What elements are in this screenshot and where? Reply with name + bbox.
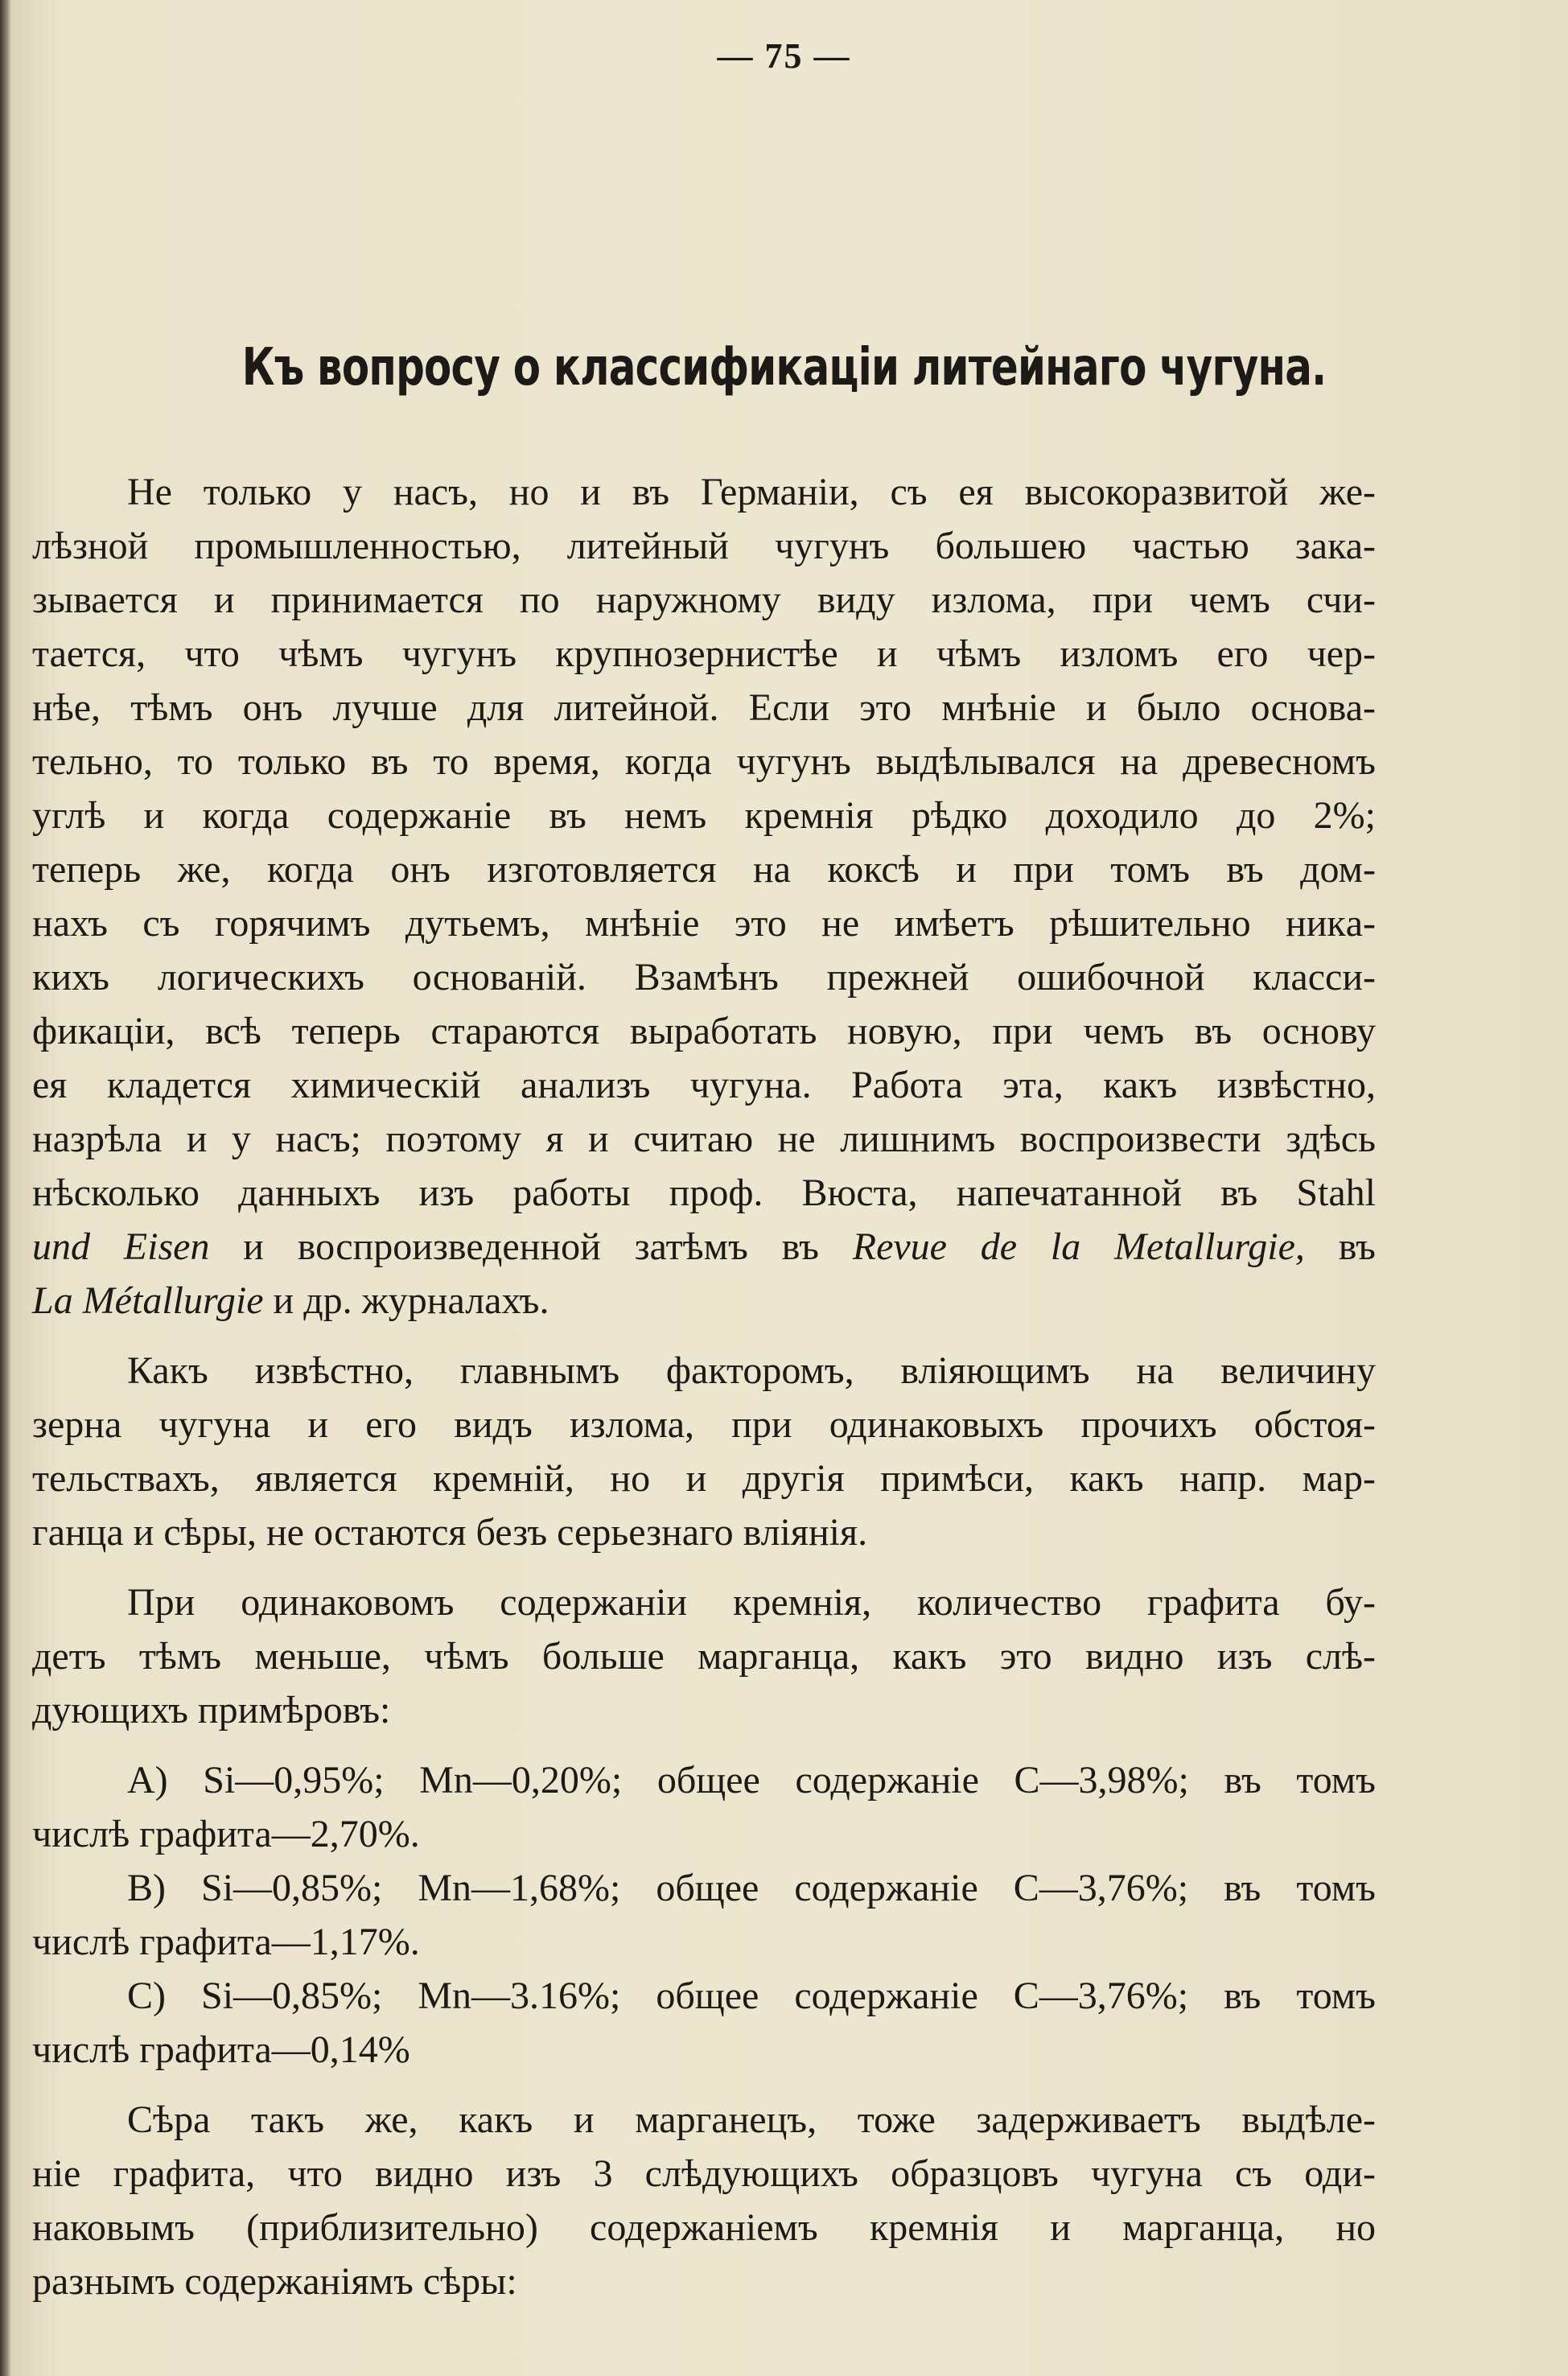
- paragraph-3-line: дующихъ примѣровъ:: [32, 1689, 391, 1732]
- italic-journal-title: La Métallurgie: [32, 1279, 264, 1322]
- paragraph-2-line: зерна чугуна и его видъ излома, при одинаковыхъ прочихъ обстоя-: [32, 1403, 1376, 1446]
- paragraph-text: и др. журналахъ.: [263, 1279, 549, 1322]
- page-number: — 75 —: [717, 36, 851, 76]
- italic-journal-title: Revue de la Metallurgie,: [852, 1225, 1305, 1268]
- paragraph-1-line: зывается и принимается по наружному виду излома, при чемъ счи-: [32, 579, 1376, 621]
- paragraph-1-line: Не только у насъ, но и въ Германіи, съ ея высокоразвитой же-: [127, 471, 1376, 513]
- paragraph-text: и воспроизведенной затѣмъ въ: [209, 1225, 853, 1268]
- article-heading: Къ вопросу о классификаціи литейнаго чугуна.: [241, 338, 1327, 397]
- paragraph-1-line-with-italics: [32, 1220, 1376, 1274]
- sample-a-graphite: числѣ графита—2,70%.: [32, 1813, 420, 1855]
- paragraph-5-line: разнымъ содержаніямъ сѣры:: [32, 2260, 517, 2303]
- paragraph-1-line: нахъ съ горячимъ дутьемъ, мнѣніе это не имѣетъ рѣшительно никa-: [32, 902, 1376, 945]
- paragraph-1-line: углѣ и когда содержаніе въ немъ кремнія рѣдко доходило до 2%;: [32, 794, 1376, 837]
- paragraph-5-line: ніе графита, что видно изъ 3 слѣдующихъ образцовъ чугуна съ оди-: [32, 2152, 1376, 2195]
- paragraph-5-line: Сѣра такъ же, какъ и марганецъ, тоже задерживаетъ выдѣле-: [127, 2098, 1376, 2141]
- paragraph-2-line: тельствахъ, является кремній, но и другія примѣси, какъ напр. мар-: [32, 1457, 1376, 1500]
- sample-b-composition: B) Si—0,85%; Mn—1,68%; общее содержаніе C—3,76%; въ томъ: [127, 1867, 1376, 1909]
- article-body: [32, 465, 1376, 2308]
- paragraph-3-line: При одинаковомъ содержаніи кремнія, количество графита бу-: [127, 1581, 1376, 1624]
- sample-c-graphite: числѣ графита—0,14%: [32, 2028, 410, 2071]
- paragraph-3-line: детъ тѣмъ меньше, чѣмъ больше марганца, какъ это видно изъ слѣ-: [32, 1635, 1376, 1678]
- sample-b-graphite: числѣ графита—1,17%.: [32, 1921, 420, 1963]
- paragraph-1-line: тается, что чѣмъ чугунъ крупнозернистѣе и чѣмъ изломъ его чер-: [32, 632, 1376, 675]
- paragraph-1-line: теперь же, когда онъ изготовляется на коксѣ и при томъ въ дом-: [32, 848, 1376, 891]
- paragraph-1-line: кихъ логическихъ основаній. Взамѣнъ прежней ошибочной класси-: [32, 956, 1376, 999]
- book-spine-edge: [0, 0, 11, 2376]
- sample-a-composition: A) Si—0,95%; Mn—0,20%; общее содержаніе C—3,98%; въ томъ: [127, 1759, 1376, 1802]
- paragraph-1-line: ея кладется химическій анализъ чугуна. Работа эта, какъ извѣстно,: [32, 1064, 1376, 1106]
- paragraph-2-line: Какъ извѣстно, главнымъ факторомъ, вліяющимъ на величину: [127, 1349, 1376, 1392]
- paragraph-1-line: фикаціи, всѣ теперь стараются выработать новую, при чемъ въ основу: [32, 1010, 1376, 1052]
- paragraph-1-line: нѣе, тѣмъ онъ лучше для литейной. Если это мнѣніе и было основа-: [32, 686, 1376, 729]
- italic-journal-title: und Eisen: [32, 1225, 210, 1268]
- paragraph-1-line: тельно, то только въ то время, когда чугунъ выдѣлывался на древесномъ: [32, 740, 1376, 783]
- paragraph-1-line: лѣзной промышленностью, литейный чугунъ большею частью зака-: [32, 525, 1376, 567]
- paragraph-1-line: назрѣла и у насъ; поэтому я и считаю не лишнимъ воспроизвести здѣсь: [32, 1118, 1376, 1160]
- paragraph-1-line-with-italics: [32, 1274, 1376, 1328]
- paragraph-5-line: наковымъ (приблизительно) содержаніемъ кремнія и марганца, но: [32, 2206, 1376, 2249]
- paragraph-1-line: нѣсколько данныхъ изъ работы проф. Вюста, напечатанной въ Stahl: [32, 1172, 1376, 1214]
- sample-c-composition: C) Si—0,85%; Mn—3.16%; общее содержаніе C—3,76%; въ томъ: [127, 1975, 1376, 2017]
- paragraph-text: въ: [1304, 1225, 1376, 1268]
- paragraph-2-line: ганца и сѣры, не остаются безъ серьезнаго вліянія.: [32, 1511, 868, 1554]
